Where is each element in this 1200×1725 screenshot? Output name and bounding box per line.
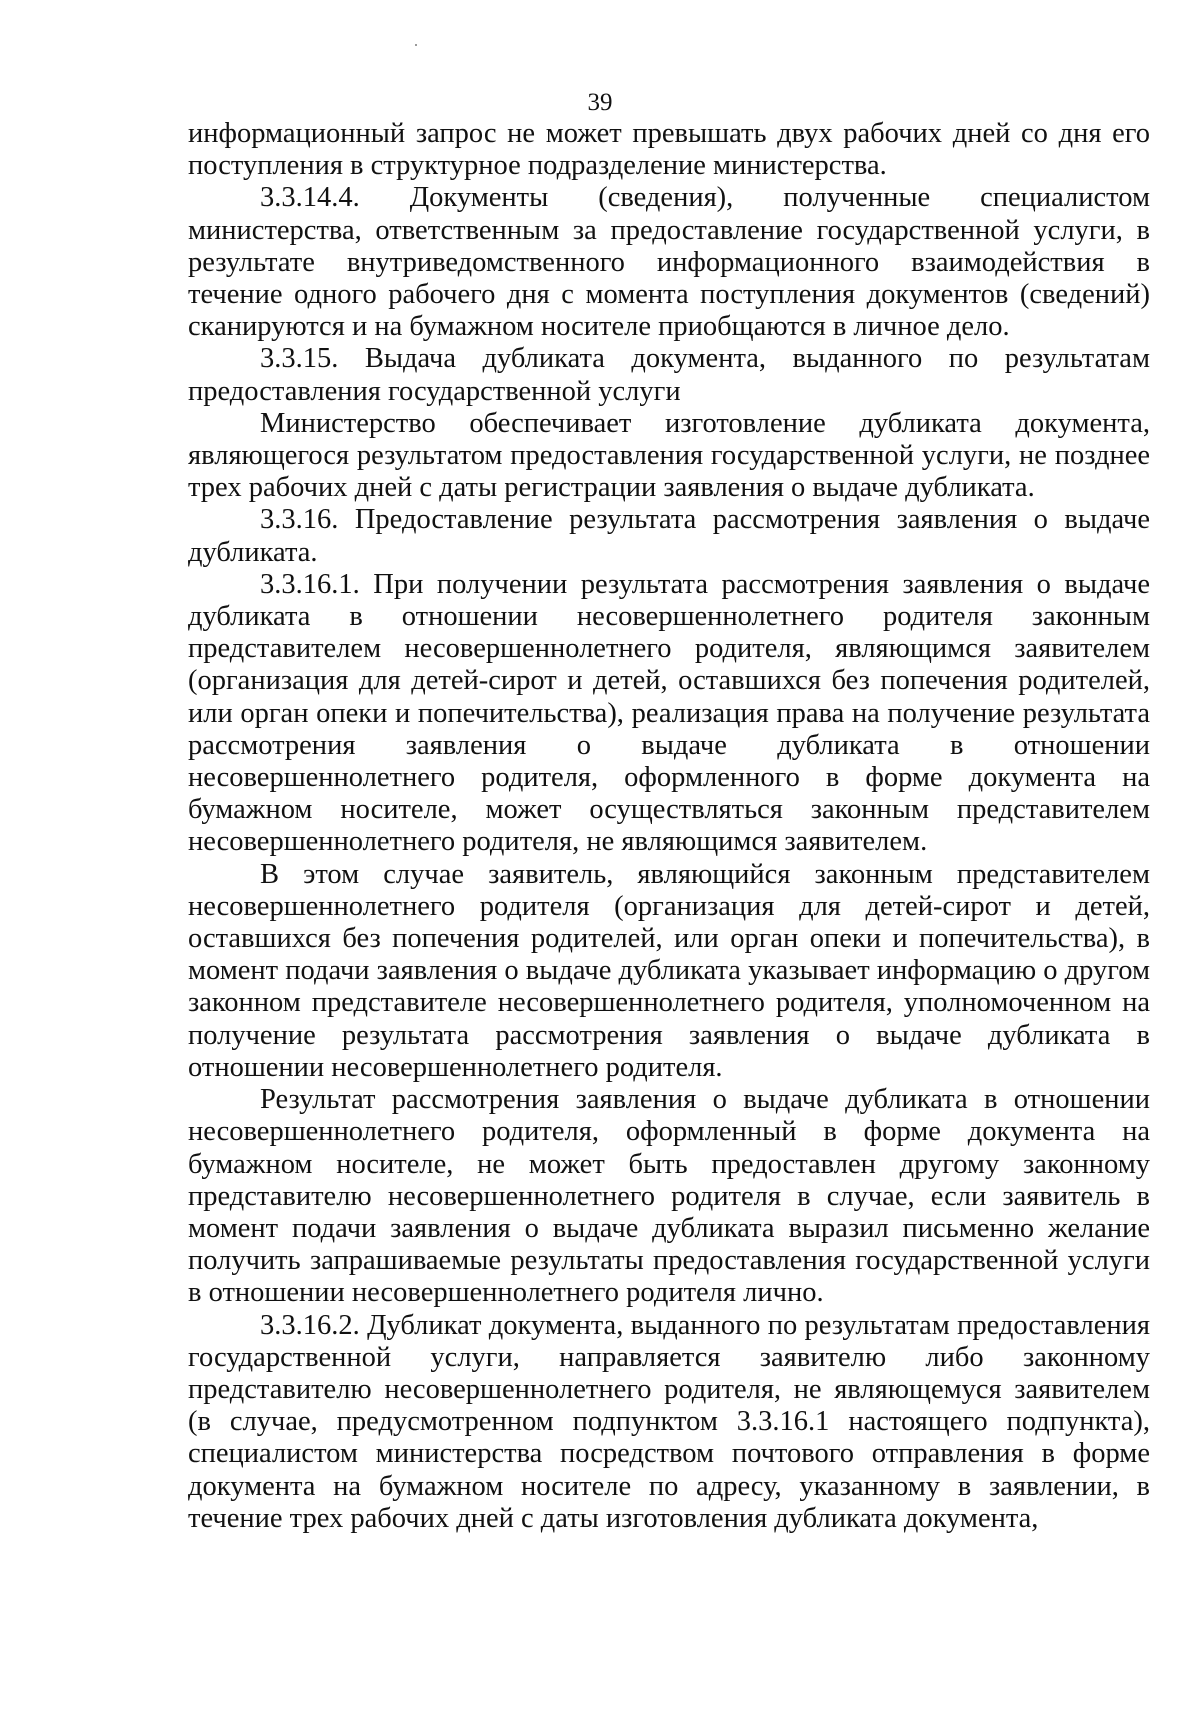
paragraph-applicant-case: В этом случае заявитель, являющийся законным представителем несовершеннолетнего родителя (организация для детей-сирот и детей, оставшихся без попечения родителей, или орган опеки и попечительства), в момент подачи заявления о выдаче дубликата указывает информацию о другом законном представителе несовершеннолетнего родителя, уполномоченном на получение результата рассмотрения заявления о выдаче дубликата в отношении несовершеннолетнего родителя. xyxy=(188,858,1150,1083)
paragraph-3-3-16-1: 3.3.16.1. При получении результата рассмотрения заявления о выдаче дубликата в отношении несовершеннолетнего родителя законным представителем несовершеннолетнего родителя, являющимся заявителем (организация для детей-сирот и детей, оставшихся без попечения родителей, или орган опеки и попечительства), реализация права на получение результата рассмотрения заявления о выдаче дубликата в отношении несовершеннолетнего родителя, оформленного в форме документа на бумажном носителе, может осуществляться законным представителем несовершеннолетнего родителя, не являющимся заявителем. xyxy=(188,568,1150,858)
paragraph-3-3-15: 3.3.15. Выдача дубликата документа, выданного по результатам предоставления государственной услуги xyxy=(188,343,1150,407)
paragraph-3-3-16: 3.3.16. Предоставление результата рассмотрения заявления о выдаче дубликата. xyxy=(188,504,1150,568)
scan-speck xyxy=(415,44,417,46)
paragraph-ministry-duplicate: Министерство обеспечивает изготовление дубликата документа, являющегося результатом предоставления государственной услуги, не позднее трех рабочих дней с даты регистрации заявления о выдаче дубликата. xyxy=(188,407,1150,504)
page-number: 39 xyxy=(587,89,613,116)
paragraph-3-3-14-4: 3.3.14.4. Документы (сведения), полученные специалистом министерства, ответственным за предоставление государственной услуги, в результате внутриведомственного информационного взаимодействия в течение одного рабочего дня с момента поступления документов (сведений) сканируются и на бумажном носителе приобщаются в личное дело. xyxy=(188,182,1150,343)
document-body xyxy=(188,118,1150,1535)
paragraph-3-3-16-2: 3.3.16.2. Дубликат документа, выданного по результатам предоставления государственной услуги, направляется заявителю либо законному представителю несовершеннолетнего родителя, не являющемуся заявителем (в случае, предусмотренном подпунктом 3.3.16.1 настоящего подпункта), специалистом министерства посредством почтового отправления в форме документа на бумажном носителе по адресу, указанному в заявлении, в течение трех рабочих дней с даты изготовления дубликата документа, xyxy=(188,1309,1150,1534)
paragraph-continuation: информационный запрос не может превышать двух рабочих дней со дня его поступления в структурное подразделение министерства. xyxy=(188,118,1150,182)
paragraph-result-restriction: Результат рассмотрения заявления о выдаче дубликата в отношении несовершеннолетнего родителя, оформленный в форме документа на бумажном носителе, не может быть предоставлен другому законному представителю несовершеннолетнего родителя в случае, если заявитель в момент подачи заявления о выдаче дубликата выразил письменно желание получить запрашиваемые результаты предоставления государственной услуги в отношении несовершеннолетнего родителя лично. xyxy=(188,1084,1150,1309)
